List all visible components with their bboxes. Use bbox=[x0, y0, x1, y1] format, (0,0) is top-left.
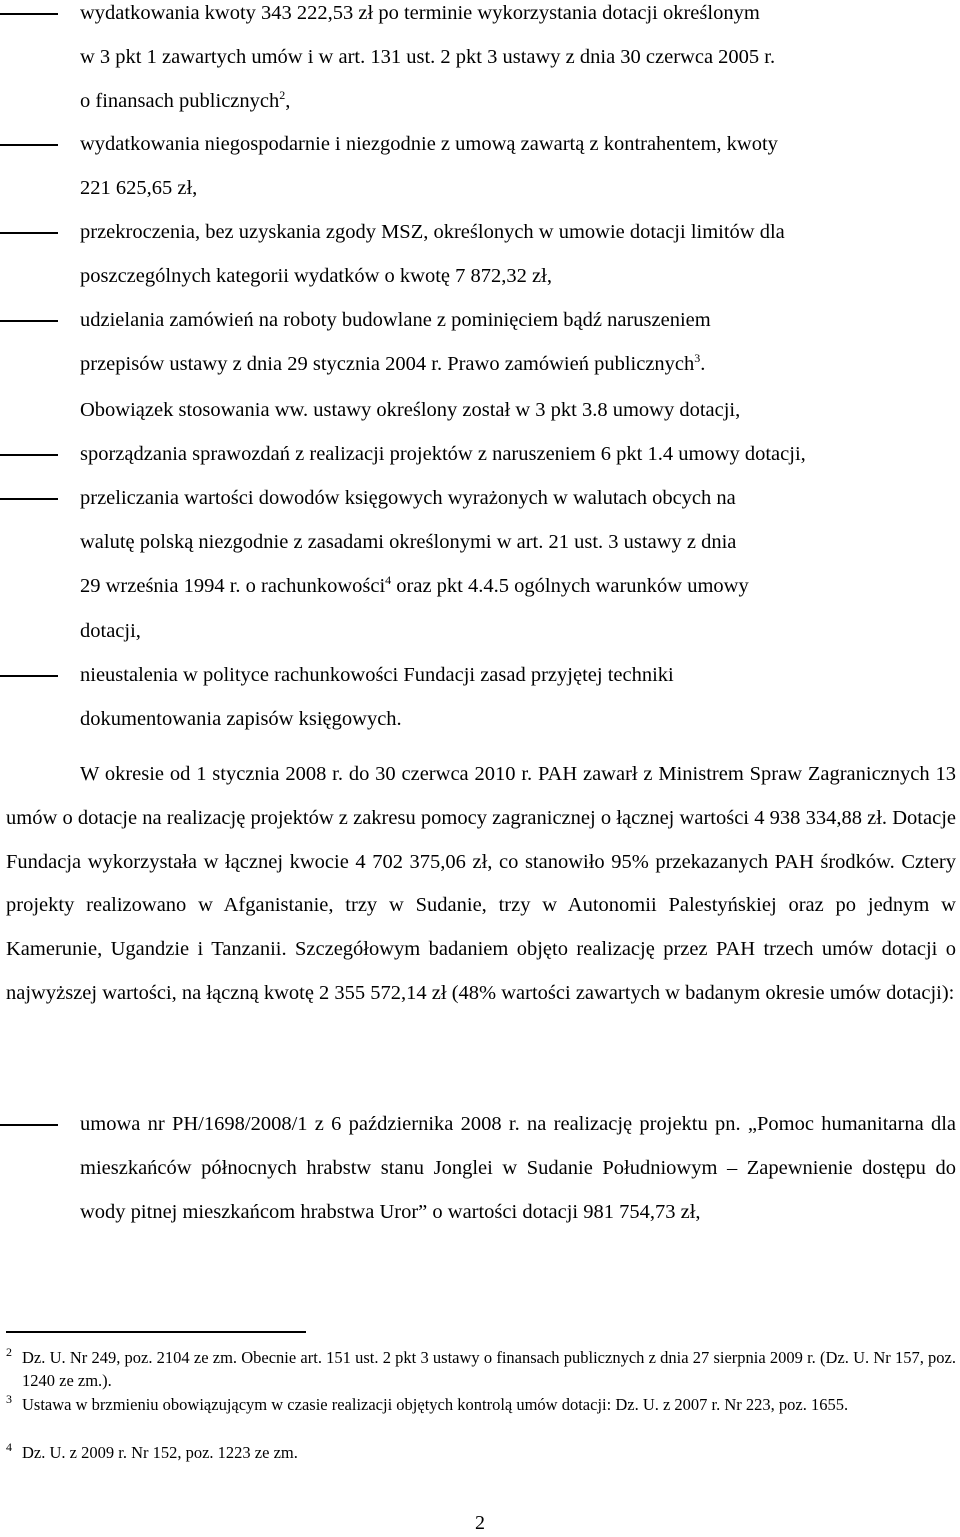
dash-bullet bbox=[0, 477, 58, 521]
page-number: 2 bbox=[475, 1512, 485, 1534]
list-item: przekroczenia, bez uzyskania zgody MSZ, określonych w umowie dotacji limitów dla poszczególnych kategorii wydatków o kwotę 7 872,32 zł, bbox=[80, 211, 956, 299]
list-item: wydatkowania kwoty 343 222,53 zł po terminie wykorzystania dotacji określonym w 3 pkt 1 zawartych umów i w art. 131 ust. 2 pkt 3 ustawy z dnia 30 czerwca 2005 r. o finansach publicznych$^2$, bbox=[80, 0, 956, 125]
list-item: przeliczania wartości dowodów księgowych wyrażonych w walutach obcych na walutę polską niezgodnie z zasadami określonymi w art. 21 ust. 3 ustawy z dnia 29 września 1994 r. o rachunkowości$^4$ oraz pkt 4.4.5 ogólnych warunków umowy dotacji, bbox=[80, 477, 956, 654]
list-item: wydatkowania niegospodarnie i niezgodnie z umową zawartą z kontrahentem, kwoty 221 625,65 zł, bbox=[80, 123, 956, 211]
list-item: sporządzania sprawozdań z realizacji projektów z naruszeniem 6 pkt 1.4 umowy dotacji, bbox=[80, 433, 956, 477]
dash-bullet bbox=[0, 299, 58, 343]
dash-bullet bbox=[0, 1103, 58, 1147]
dash-bullet bbox=[0, 123, 58, 167]
footnote-ref: 2 bbox=[279, 87, 286, 102]
body-paragraph: W okresie od 1 stycznia 2008 r. do 30 czerwca 2010 r. PAH zawarł z Ministrem Spraw Zagranicznych 13 umów o dotacje na realizację projektów z zakresu pomocy zagranicznej o łącznej wartości 4 938 334,88 zł. Dotacje Fundacja wykorzystała w łącznej kwocie 4 702 375,06 zł, co stanowiło 95% przekazanych PAH środków. Cztery projekty realizowano w Afganistanie, trzy w Sudanie, trzy w Autonomii Palestyńskiej oraz po jednym w Kamerunie, Ugandzie i Tanzanii. Szczegółowym badaniem objęto realizację przez PAH trzech umów dotacji o najwyższej wartości, na łączną kwotę 2 355 572,14 zł (48% wartości zawartych w badanym okresie umów dotacji): bbox=[6, 763, 956, 1004]
footnote: 3 Ustawa w brzmieniu obowiązującym w czasie realizacji objętych kontrolą umów dotacji: Dz. U. z 2007 r. Nr 223, poz. 1655. bbox=[22, 1394, 956, 1417]
list-item: udzielania zamówień na roboty budowlane z pominięciem bądź naruszeniem przepisów ustawy z dnia 29 stycznia 2004 r. Prawo zamówień publicznych$^3$. Obowiązek stosowania ww. ustawy określony został w 3 pkt 3.8 umowy dotacji, bbox=[80, 299, 956, 432]
dash-bullet bbox=[0, 211, 58, 255]
dash-bullet bbox=[0, 433, 58, 477]
footnote-number: 3 bbox=[6, 1392, 12, 1406]
footnote-separator bbox=[6, 1331, 306, 1333]
footnote: 4 Dz. U. z 2009 r. Nr 152, poz. 1223 ze zm. bbox=[22, 1442, 956, 1465]
dash-bullet bbox=[0, 654, 58, 698]
footnote-number: 2 bbox=[6, 1345, 12, 1359]
list-item: umowa nr PH/1698/2008/1 z 6 października 2008 r. na realizację projektu pn. „Pomoc humanitarna dla mieszkańców północnych hrabstw stanu Jonglei w Sudanie Południowym – Zapewnienie dostępu do wody pitnej mieszkańcom hrabstwa Uror” o wartości dotacji 981 754,73 zł, bbox=[80, 1103, 956, 1234]
footnote-ref: 4 bbox=[385, 572, 392, 587]
footnote-ref: 3 bbox=[694, 350, 701, 365]
footnote-number: 4 bbox=[6, 1440, 12, 1454]
footnote: 2 Dz. U. Nr 249, poz. 2104 ze zm. Obecnie art. 151 ust. 2 pkt 3 ustawy o finansach publicznych z dnia 27 sierpnia 2009 r. (Dz. U. Nr 157, poz. 1240 ze zm.). bbox=[22, 1347, 956, 1392]
list-item: nieustalenia w polityce rachunkowości Fundacji zasad przyjętej techniki dokumentowania zapisów księgowych. bbox=[80, 654, 956, 742]
dash-bullet bbox=[0, 0, 58, 36]
